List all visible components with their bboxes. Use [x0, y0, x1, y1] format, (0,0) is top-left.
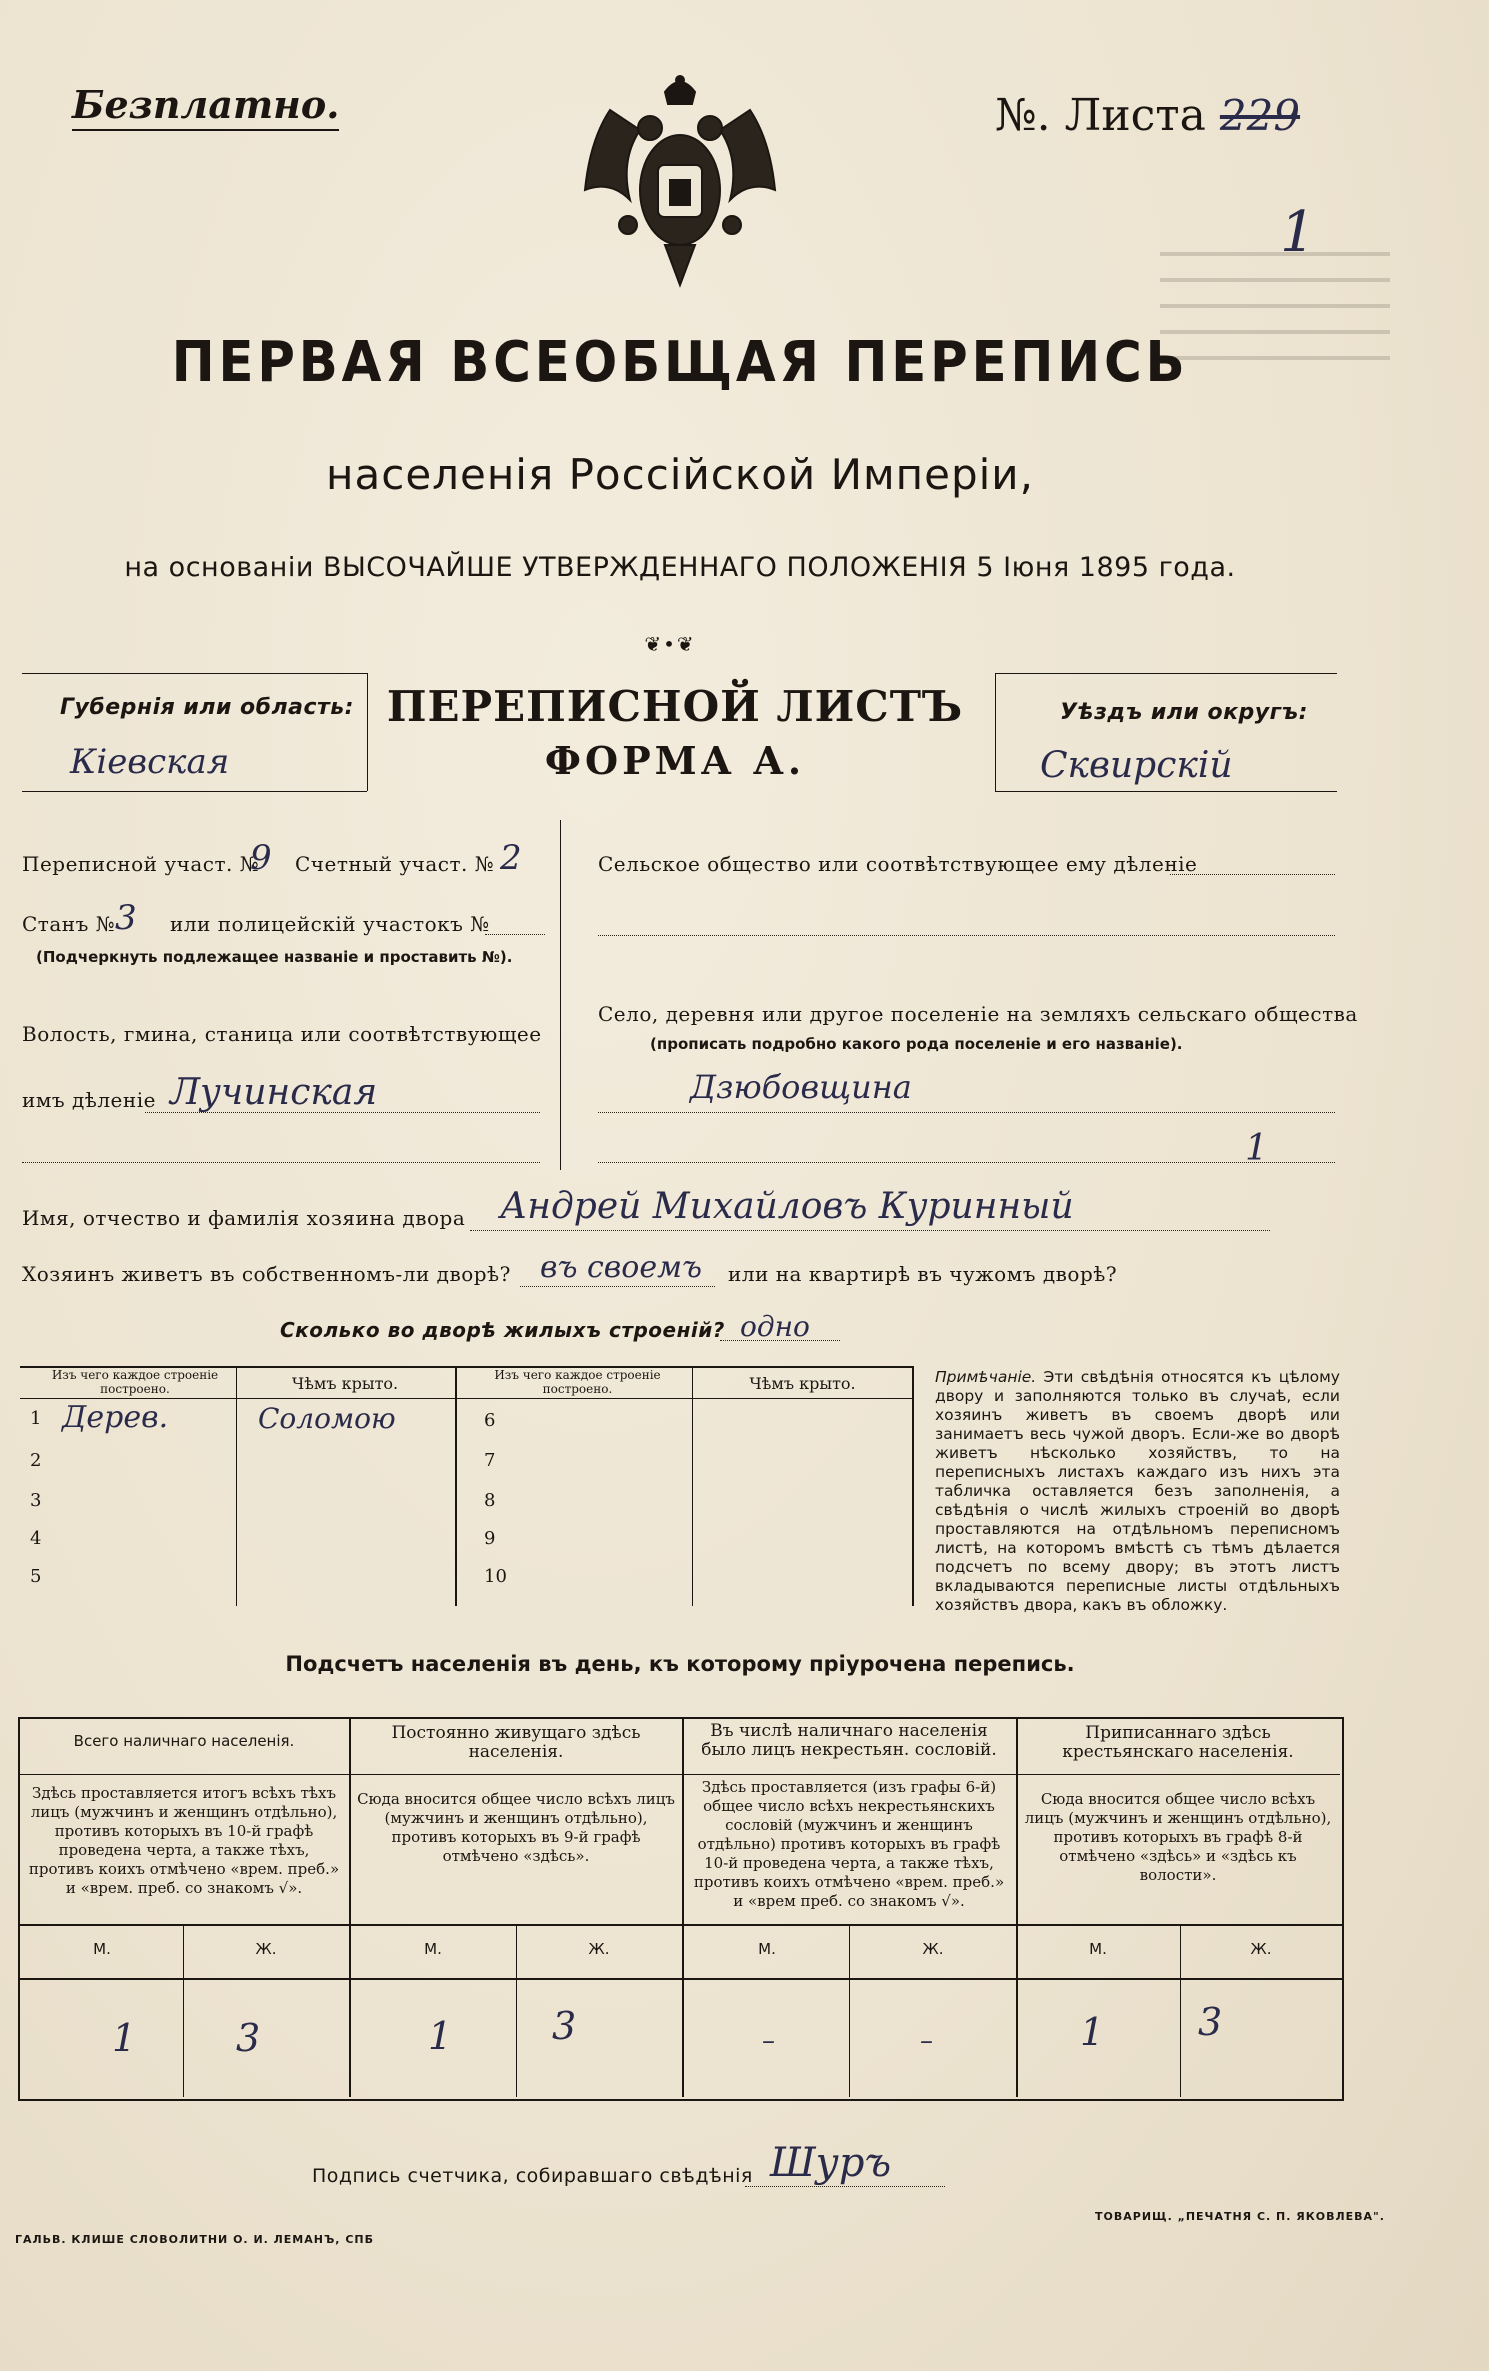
rule: [18, 1978, 1342, 1980]
buildings-col-material: Изъ чего каждое строеніе построено.: [51, 1368, 219, 1396]
rule: [367, 673, 368, 791]
pop-col-title: Приписаннаго здѣсь крестьянскаго населенія.: [1062, 1723, 1294, 1762]
pop-col-f-label: Ж.: [1250, 1940, 1272, 1958]
pop-col-f-value: –: [920, 2026, 933, 2056]
footer-right: ТОВАРИЩ. „ПЕЧАТНЯ С. П. ЯКОВЛЕВА".: [1095, 2210, 1385, 2223]
uezd-value: Сквирскій: [1040, 745, 1233, 786]
footer-left: ГАЛЬВ. КЛИШЕ СЛОВОЛИТНИ О. И. ЛЕМАНЪ, СПБ: [15, 2233, 374, 2246]
owner-name-value: Андрей Михайловъ Куринный: [500, 1186, 1074, 1227]
pop-col-desc: Здѣсь проставляется итогъ всѣхъ тѣхъ лицъ (мужчинъ и женщинъ отдѣльно), противъ которыхъ въ 10-й графѣ проведена черта, а также тѣхъ, противъ коихъ отмѣчено «врем. преб.» и «врем. преб. со знакомъ √».: [28, 1784, 340, 1897]
pop-col-m-value: 1: [112, 2016, 137, 2060]
division-label: имъ дѣленіе: [22, 1088, 156, 1112]
division-field-line-2: [22, 1162, 540, 1163]
pop-col-desc: Здѣсь проставляется (изъ графы 6-й) общее число всѣхъ некрестьянскихъ сословій (мужчинъ и женщинъ отдѣльно) противъ которыхъ въ графѣ 10-й проведена черта, а также тѣхъ, противъ коихъ отмѣчено «врем. преб.» и «врем преб. со знакомъ √».: [693, 1778, 1005, 1910]
pop-col-m-value: 1: [1080, 2010, 1105, 2054]
main-title: ПЕРВАЯ ВСЕОБЩАЯ ПЕРЕПИСЬ: [171, 330, 1189, 395]
row-number: 10: [484, 1566, 507, 1587]
row-number: 9: [484, 1528, 496, 1549]
division-value: Лучинская: [170, 1072, 378, 1113]
rule: [183, 1924, 184, 2097]
row-number: 3: [30, 1490, 42, 1511]
buildings-line: [720, 1340, 840, 1341]
form-title-line1: ПЕРЕПИСНОЙ ЛИСТЪ: [386, 682, 964, 731]
sheet-number: [995, 90, 1300, 141]
row-number: 2: [30, 1450, 42, 1471]
pop-col-m-value: 1: [428, 2014, 453, 2058]
gubernia-label: Губернія или область:: [60, 695, 354, 720]
signature-line: [745, 2186, 945, 2187]
village-note: (прописать подробно какого рода поселеніе и его названіе).: [650, 1035, 1183, 1053]
count-area-value: 2: [500, 838, 522, 878]
owner-name-label: Имя, отчество и фамилія хозяина двора: [22, 1206, 466, 1230]
police-field-line: [485, 934, 545, 935]
rule: [995, 673, 996, 791]
rule: [22, 673, 367, 674]
sheet-number-handwritten: 1: [1280, 200, 1316, 265]
pop-col-title: Постоянно живущаго здѣсь населенія.: [391, 1723, 641, 1762]
signature-label: Подпись счетчика, собиравшаго свѣдѣнія: [312, 2165, 753, 2187]
row-number: 7: [484, 1450, 496, 1471]
census-area-value: 9: [250, 838, 272, 878]
rule: [995, 791, 1337, 792]
rule: [18, 1774, 1340, 1775]
police-label: или полицейскій участокъ №: [170, 912, 490, 936]
underline-note: (Подчеркнуть подлежащее названіе и проставить №).: [36, 948, 513, 966]
pop-col-f-value: 3: [236, 2016, 261, 2060]
buildings-value: одно: [740, 1310, 810, 1343]
pop-col-f-value: 3: [552, 2004, 577, 2048]
note-title: Примѣчаніе.: [935, 1368, 1037, 1386]
pop-col-f-label: Ж.: [588, 1940, 610, 1958]
row-number: 1: [30, 1408, 42, 1429]
population-heading: Подсчетъ населенія въ день, къ которому пріурочена перепись.: [285, 1652, 1075, 1676]
volost-label: Волость, гмина, станица или соотвѣтствующее: [22, 1022, 542, 1046]
count-area-label: Счетный участ. №: [295, 852, 495, 876]
rule: [560, 820, 561, 1170]
own-yard-value: въ своемъ: [540, 1250, 702, 1285]
pop-col-desc: Сюда вносится общее число всѣхъ лицъ (мужчинъ и женщинъ отдѣльно), противъ которыхъ въ 9-й графѣ отмѣчено «здѣсь».: [357, 1790, 675, 1865]
basis-line: на основаніи ВЫСОЧАЙШЕ УТВЕРЖДЕННАГО ПОЛОЖЕНІЯ 5 Іюня 1895 года.: [124, 552, 1236, 583]
village-mark: 1: [1245, 1128, 1268, 1169]
rule: [995, 673, 1337, 674]
pop-col-title: Въ числѣ наличнаго населенія было лицъ некрестьян. сословій.: [701, 1721, 997, 1760]
pop-col-m-label: М.: [424, 1940, 442, 1958]
village-field-line-2: [598, 1162, 1335, 1163]
stan-label: Станъ №: [22, 912, 116, 936]
buildings-label: Сколько во дворѣ жилыхъ строеній?: [280, 1318, 725, 1342]
rent-label: или на квартирѣ въ чужомъ дворѣ?: [728, 1262, 1118, 1286]
ornament-divider: ❦•❦: [644, 632, 696, 656]
buildings-col-roof: Чѣмъ крыто.: [291, 1374, 399, 1393]
owner-name-line: [470, 1230, 1270, 1231]
row-number: 8: [484, 1490, 496, 1511]
village-value: Дзюбовщина: [690, 1068, 912, 1106]
pop-col-m-value: –: [762, 2026, 775, 2056]
note-block: [935, 1368, 1340, 1615]
community-field-line: [1170, 874, 1335, 875]
row-number: 6: [484, 1410, 496, 1431]
rule: [516, 1924, 517, 2097]
note-text: Эти свѣдѣнія относятся къ цѣлому двору и заполняются только въ случаѣ, если хозяинъ живетъ въ своемъ дворѣ или занимаетъ весь чужой дворъ. Если-же во дворѣ живетъ нѣсколько хозяйствъ, то на переписныхъ листахъ каждаго изъ нихъ эта табличка оставляется безъ заполненія, а свѣдѣнія о числѣ жилыхъ строеній во дворѣ проставляются на отдѣльномъ переписномъ листѣ, на которомъ вмѣстѣ съ тѣмъ дѣлается подсчетъ по всему двору; въ этотъ листъ вкладываются переписные листы отдѣльныхъ хозяйствъ двора, какъ въ обложку.: [935, 1368, 1340, 1614]
own-yard-line: [520, 1286, 715, 1287]
buildings-col-roof-2: Чѣмъ крыто.: [749, 1374, 856, 1393]
community-field-line-2: [598, 935, 1335, 936]
sub-title: населенія Россійской Имперіи,: [326, 450, 1034, 499]
coat-of-arms-icon: [570, 70, 790, 300]
row-roof: Соломою: [258, 1402, 396, 1435]
pop-col-f-label: Ж.: [255, 1940, 277, 1958]
division-field-line: [145, 1112, 540, 1113]
uezd-label: Уѣздъ или округъ:: [1060, 700, 1308, 725]
row-number: 4: [30, 1528, 42, 1549]
signature-value: Шуръ: [770, 2140, 892, 2186]
pop-col-desc: Сюда вносится общее число всѣхъ лицъ (мужчинъ и женщинъ отдѣльно), противъ которыхъ въ графѣ 8-й отмѣчено «здѣсь» и «здѣсь къ волости».: [1024, 1790, 1332, 1884]
pop-col-m-label: М.: [93, 1940, 111, 1958]
pop-col-m-label: М.: [758, 1940, 776, 1958]
rule: [22, 791, 367, 792]
stan-value: 3: [115, 898, 137, 938]
village-label: Село, деревня или другое поселеніе на земляхъ сельскаго общества: [598, 1002, 1358, 1026]
row-material: Дерев.: [62, 1400, 169, 1435]
rule: [18, 1924, 1342, 1926]
sheet-number-label: №. Листа: [995, 90, 1206, 141]
sheet-number-value: 229: [1219, 91, 1301, 140]
rule: [1180, 1924, 1181, 2097]
community-label: Сельское общество или соотвѣтствующее ему дѣленіе: [598, 852, 1198, 876]
pop-col-f-value: 3: [1198, 2000, 1223, 2044]
form-title-line2: ФОРМА А.: [544, 738, 806, 783]
free-label: Безплатно.: [72, 82, 339, 131]
rule: [849, 1924, 850, 2097]
own-yard-label: Хозяинъ живетъ въ собственномъ-ли дворѣ?: [22, 1262, 511, 1286]
pop-col-f-label: Ж.: [922, 1940, 944, 1958]
pop-col-title: Всего наличнаго населенія.: [73, 1732, 295, 1750]
gubernia-value: Кіевская: [70, 742, 230, 782]
pop-col-m-label: М.: [1089, 1940, 1107, 1958]
buildings-col-material-2: Изъ чего каждое строеніе построено.: [494, 1368, 661, 1396]
census-area-label: Переписной участ. №: [22, 852, 260, 876]
row-number: 5: [30, 1566, 42, 1587]
village-field-line: [598, 1112, 1335, 1113]
